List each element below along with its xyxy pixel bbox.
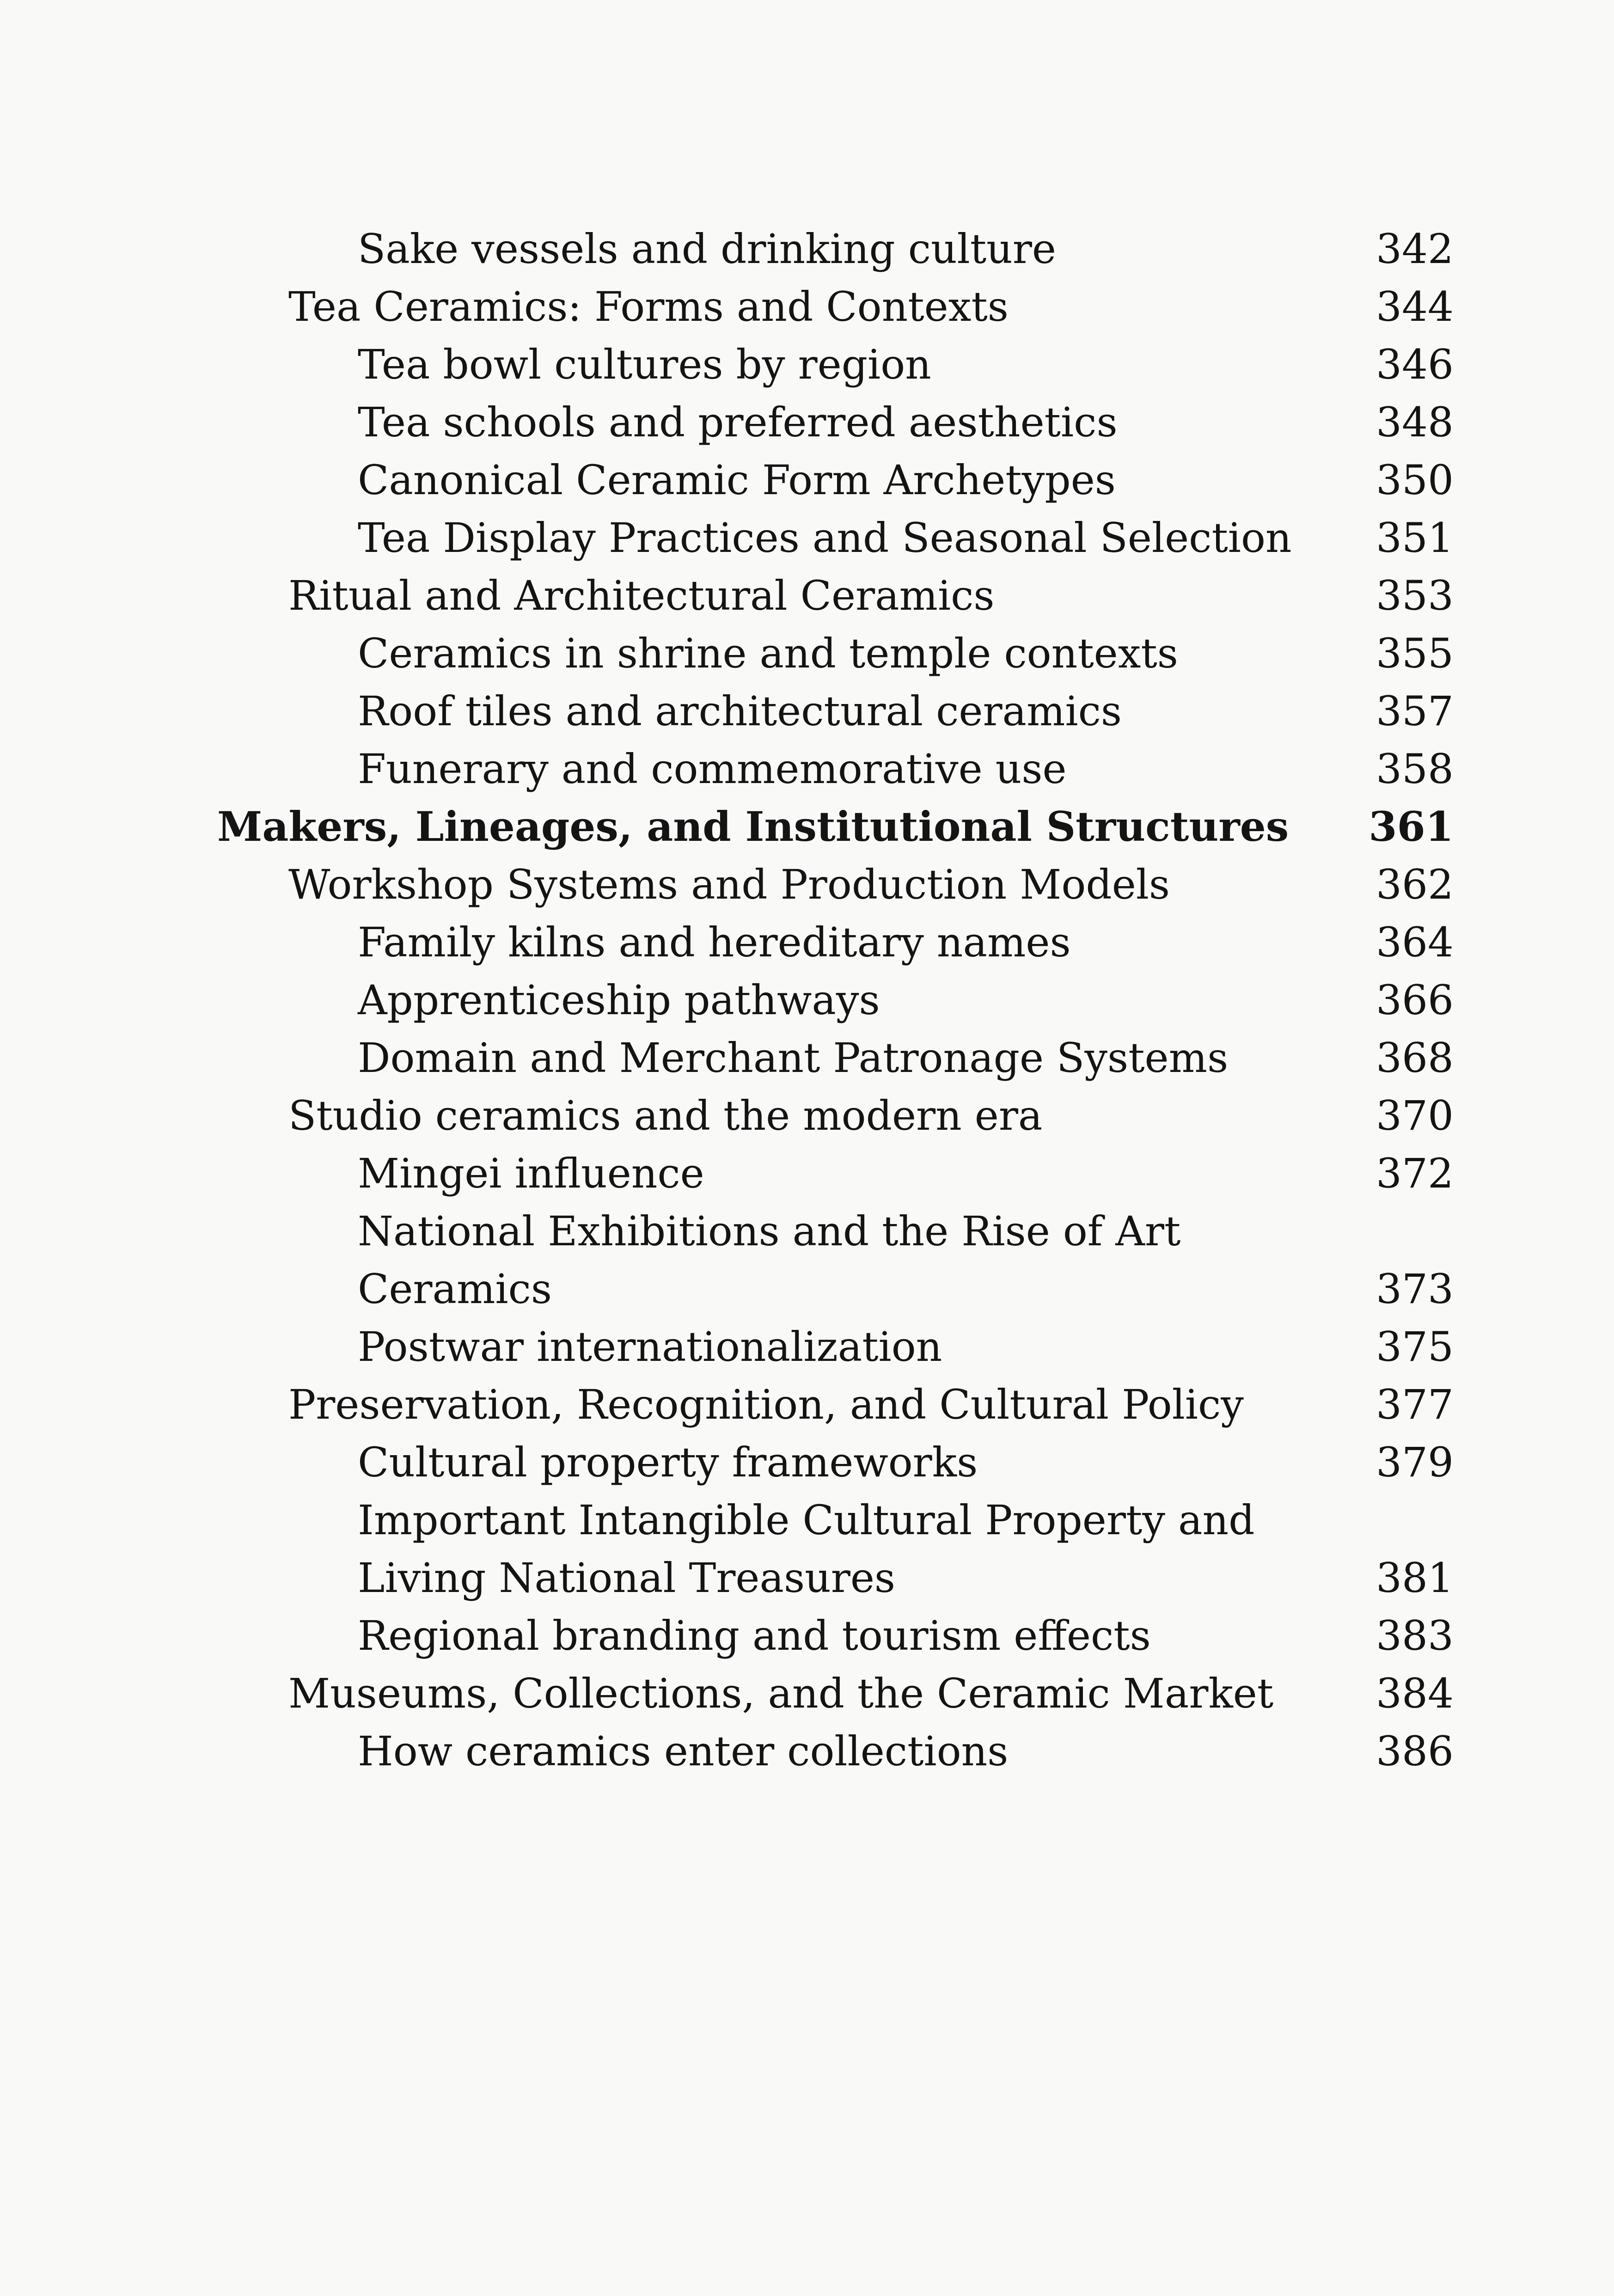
toc-entry-page-number: 362 xyxy=(1376,861,1454,908)
toc-entry-title: How ceramics enter collections xyxy=(358,1727,1009,1775)
toc-subsection-entry xyxy=(217,682,1454,740)
toc-entry-page-number: 351 xyxy=(1376,514,1454,562)
toc-entry-page-number: 348 xyxy=(1376,398,1454,446)
toc-entry-page-number: 377 xyxy=(1376,1381,1454,1428)
toc-chapter-entry xyxy=(217,798,1454,856)
toc-entry-page-number: 384 xyxy=(1376,1670,1454,1717)
toc-entry-page-number: 368 xyxy=(1376,1034,1454,1082)
toc-subsection-entry xyxy=(217,1607,1454,1665)
toc-subsection-entry xyxy=(217,1722,1454,1780)
toc-entry-page-number: 375 xyxy=(1376,1323,1454,1371)
toc-entry-title: Domain and Merchant Patronage Systems xyxy=(358,1034,1229,1082)
toc-entry-title: Studio ceramics and the modern era xyxy=(288,1092,1043,1139)
toc-entry-page-number: 373 xyxy=(1376,1265,1454,1313)
toc-entry-title: Family kilns and hereditary names xyxy=(358,918,1071,966)
toc-subsection-entry xyxy=(217,1491,1454,1607)
toc-entry-page-number: 346 xyxy=(1376,341,1454,388)
toc-entry-page-number: 361 xyxy=(1369,802,1454,851)
toc-subsection-entry xyxy=(217,393,1454,451)
toc-section-entry xyxy=(217,567,1454,625)
toc-entry-title: Cultural property frameworks xyxy=(358,1439,978,1486)
toc-entry-title: Ritual and Architectural Ceramics xyxy=(288,572,995,619)
toc-subsection-entry xyxy=(217,625,1454,682)
toc-subsection-entry xyxy=(217,913,1454,971)
toc-subsection-entry xyxy=(217,1318,1454,1376)
toc-entry-page-number: 358 xyxy=(1376,745,1454,793)
toc-entry-title: Sake vessels and drinking culture xyxy=(358,225,1056,273)
toc-entry-page-number: 353 xyxy=(1376,572,1454,619)
toc-subsection-entry xyxy=(217,451,1454,509)
toc-entry-page-number: 355 xyxy=(1376,630,1454,677)
toc-entry-title: Tea Display Practices and Seasonal Selection xyxy=(358,514,1292,562)
toc-entry-title: Roof tiles and architectural ceramics xyxy=(358,687,1122,735)
toc-section-entry xyxy=(217,856,1454,913)
toc-entry-page-number: 342 xyxy=(1376,225,1454,273)
toc-subsection-entry xyxy=(217,336,1454,393)
toc-entry-title: Mingei influence xyxy=(358,1150,704,1197)
toc-entry-page-number: 357 xyxy=(1376,687,1454,735)
toc-entry-title: Tea Ceramics: Forms and Contexts xyxy=(288,283,1009,331)
toc-entry-page-number: 386 xyxy=(1376,1727,1454,1775)
toc-entry-title: Canonical Ceramic Form Archetypes xyxy=(358,456,1116,504)
toc-section-entry xyxy=(217,1665,1454,1722)
toc-entry-page-number: 372 xyxy=(1376,1150,1454,1197)
toc-subsection-entry xyxy=(217,1433,1454,1491)
toc-entry-page-number: 344 xyxy=(1376,283,1454,331)
toc-subsection-entry xyxy=(217,509,1454,567)
toc-section-entry xyxy=(217,278,1454,336)
toc-entry-title: Preservation, Recognition, and Cultural Policy xyxy=(288,1381,1244,1428)
toc-entry-page-number: 366 xyxy=(1376,976,1454,1024)
toc-entry-title: Ceramics in shrine and temple contexts xyxy=(358,630,1178,677)
toc-subsection-entry xyxy=(217,1202,1454,1318)
toc-entry-title: Apprenticeship pathways xyxy=(358,976,880,1024)
toc-entry-title: Tea schools and preferred aesthetics xyxy=(358,398,1118,446)
toc-subsection-entry xyxy=(217,740,1454,798)
toc-entry-page-number: 383 xyxy=(1376,1612,1454,1659)
toc-entry-page-number: 370 xyxy=(1376,1092,1454,1139)
toc-section-entry xyxy=(217,1087,1454,1145)
toc-entry-title: Workshop Systems and Production Models xyxy=(288,861,1170,908)
toc-entry-title: Important Intangible Cultural Property and Living National Treasures xyxy=(358,1496,1255,1602)
toc-subsection-entry xyxy=(217,220,1454,278)
toc-entry-page-number: 381 xyxy=(1376,1554,1454,1602)
toc-subsection-entry xyxy=(217,971,1454,1029)
toc-entry-title: National Exhibitions and the Rise of Art Ceramics xyxy=(358,1207,1181,1313)
toc-entry-title: Postwar internationalization xyxy=(358,1323,942,1371)
toc-entry-title: Funerary and commemorative use xyxy=(358,745,1067,793)
toc-entry-page-number: 364 xyxy=(1376,918,1454,966)
toc-section-entry xyxy=(217,1376,1454,1433)
toc-entry-page-number: 379 xyxy=(1376,1439,1454,1486)
toc-entry-title: Museums, Collections, and the Ceramic Market xyxy=(288,1670,1274,1717)
toc-subsection-entry xyxy=(217,1029,1454,1087)
toc-entry-title: Regional branding and tourism effects xyxy=(358,1612,1151,1659)
table-of-contents xyxy=(217,220,1454,1780)
toc-entry-page-number: 350 xyxy=(1376,456,1454,504)
toc-entry-title: Tea bowl cultures by region xyxy=(358,341,931,388)
toc-subsection-entry xyxy=(217,1145,1454,1202)
toc-entry-title: Makers, Lineages, and Institutional Structures xyxy=(217,802,1289,851)
